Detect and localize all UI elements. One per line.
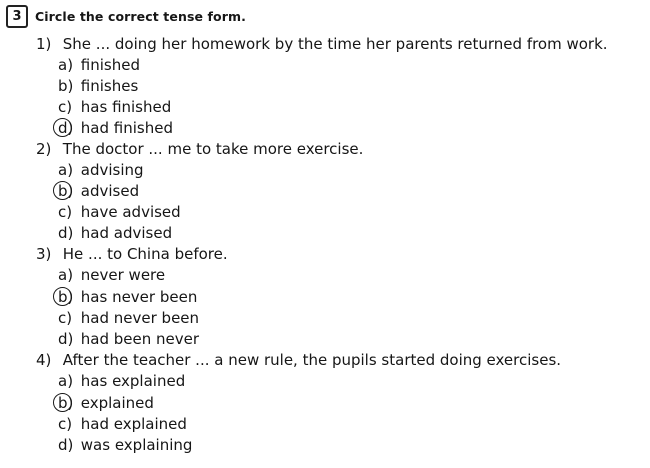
option-letter: d) [58,119,74,137]
question-1-text: She ... doing her homework by the time her parents returned from work. [62,35,608,53]
option-text: advising [80,161,144,179]
option-text: had finished [80,119,173,137]
option-text: finished [80,56,140,74]
option-letter: d) [58,330,74,348]
question-3-option-c[interactable] [58,309,199,328]
option-text: has never been [80,288,198,306]
question-3-option-a[interactable] [58,266,165,285]
option-letter: d) [58,224,74,242]
option-letter: d) [58,436,74,454]
question-4 [36,351,561,370]
option-text: explained [80,394,154,412]
option-letter: c) [58,309,73,327]
option-text: finishes [80,77,139,95]
question-2-number: 2) [36,140,52,158]
option-text: has explained [80,372,186,390]
question-4-text: After the teacher ... a new rule, the pupils started doing exercises. [62,351,562,369]
question-2-option-d[interactable] [58,224,172,243]
option-text: have advised [80,203,181,221]
option-text: had advised [80,224,173,242]
question-3-option-d[interactable] [58,330,199,349]
question-1-option-d[interactable] [58,119,173,138]
question-4-option-c[interactable] [58,415,187,434]
option-letter: a) [58,56,74,74]
question-4-option-d[interactable] [58,436,192,455]
option-letter: c) [58,203,73,221]
question-2-option-a[interactable] [58,161,144,180]
option-letter: b) [58,288,74,306]
option-letter-wrap [58,119,76,138]
option-letter: a) [58,372,74,390]
answer-circle-mark [53,118,72,137]
answer-circle-mark [53,181,72,200]
question-3 [36,245,228,264]
question-4-number: 4) [36,351,52,369]
question-2 [36,140,363,159]
option-letter: c) [58,98,73,116]
question-2-option-b[interactable] [58,182,139,201]
option-letter: a) [58,266,74,284]
option-text: advised [80,182,140,200]
option-text: had never been [80,309,200,327]
option-letter-wrap [58,394,76,413]
question-2-option-c[interactable] [58,203,181,222]
option-text: has finished [80,98,172,116]
option-text: had been never [80,330,200,348]
question-1-option-b[interactable] [58,77,138,96]
question-3-option-b[interactable] [58,288,197,307]
question-4-option-a[interactable] [58,372,185,391]
task-number-box: 3 [6,5,28,28]
question-3-number: 3) [36,245,52,263]
question-3-text: He ... to China before. [62,245,228,263]
option-letter: c) [58,415,73,433]
option-letter: b) [58,77,74,95]
question-1-option-c[interactable] [58,98,171,117]
option-letter: b) [58,182,74,200]
question-2-text: The doctor ... me to take more exercise. [62,140,364,158]
option-text: never were [80,266,166,284]
question-1-number: 1) [36,35,52,53]
option-letter: b) [58,394,74,412]
option-text: had explained [80,415,187,433]
answer-circle-mark [53,393,72,412]
option-text: was explaining [80,436,193,454]
task-header [6,5,246,27]
question-1-option-a[interactable] [58,56,140,75]
option-letter-wrap [58,288,76,307]
answer-circle-mark [53,287,72,306]
task-instruction: Circle the correct tense form. [35,8,246,24]
question-1 [36,35,608,54]
option-letter: a) [58,161,74,179]
question-4-option-b[interactable] [58,394,154,413]
option-letter-wrap [58,182,76,201]
